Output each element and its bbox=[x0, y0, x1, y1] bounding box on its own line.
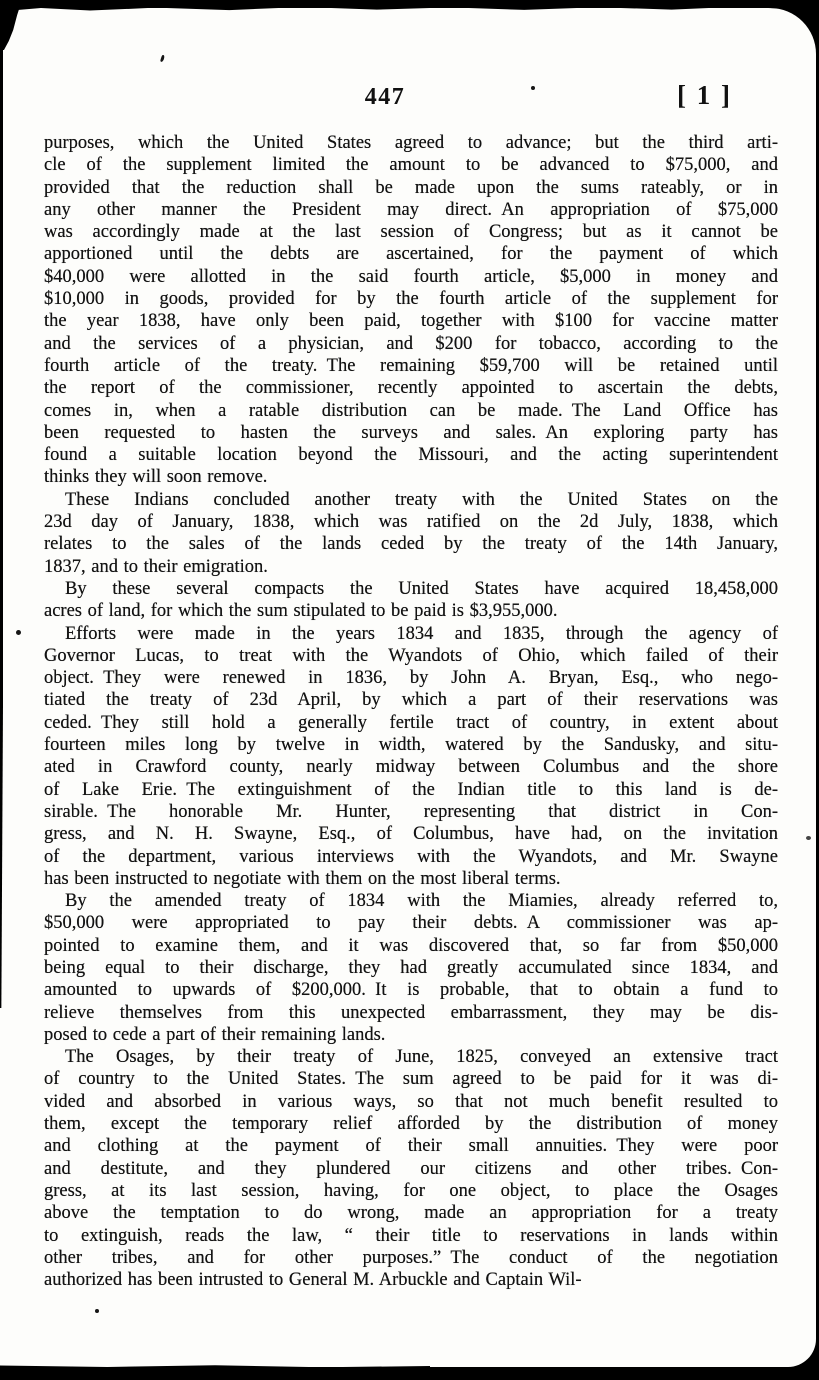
text-line: was accordingly made at the last session of Congress; but as it cannot be bbox=[44, 222, 778, 243]
text-line: and the services of a physician, and $200 for tobacco, according to the bbox=[44, 333, 778, 354]
paragraph bbox=[44, 132, 778, 489]
scan-speck bbox=[95, 1309, 99, 1313]
text-line: $50,000 were appropriated to pay their debts. A commissioner was ap- bbox=[44, 913, 778, 934]
text-line: other tribes, and for other purposes.” The conduct of the negotiation bbox=[44, 1247, 778, 1268]
text-line: found a suitable location beyond the Missouri, and the acting superintendent bbox=[44, 445, 778, 466]
text-line: the year 1838, have only been paid, together with $100 for vaccine matter bbox=[44, 311, 778, 332]
text-line: apportioned until the debts are ascertained, for the payment of which bbox=[44, 244, 778, 265]
text-line: thinks they will soon remove. bbox=[44, 467, 268, 488]
text-line: of the department, various interviews with the Wyandots, and Mr. Swayne bbox=[44, 846, 778, 867]
text-line: pointed to examine them, and it was discovered that, so far from $50,000 bbox=[44, 935, 778, 956]
text-line: sirable. The honorable Mr. Hunter, representing that district in Con- bbox=[44, 801, 778, 822]
text-line: provided that the reduction shall be made upon the sums rateably, or in bbox=[44, 177, 778, 198]
text-line: of Lake Erie. The extinguishment of the Indian title to this land is de- bbox=[44, 779, 778, 800]
text-line: authorized has been intrusted to General M. Arbuckle and Captain Wil- bbox=[44, 1270, 582, 1291]
folio-marker: [ 1 ] bbox=[677, 80, 732, 110]
paragraph bbox=[44, 1046, 778, 1291]
text-line: posed to cede a part of their remaining lands. bbox=[44, 1024, 386, 1045]
scan-speck bbox=[531, 86, 535, 90]
text-line: fourteen miles long by twelve in width, watered by the Sandusky, and situ- bbox=[44, 735, 778, 756]
text-line: comes in, when a ratable distribution can be made. The Land Office has bbox=[44, 400, 778, 421]
text-line: object. They were renewed in 1836, by John A. Bryan, Esq., who nego- bbox=[44, 668, 778, 689]
text-line: Efforts were made in the years 1834 and 1835, through the agency of bbox=[65, 623, 778, 644]
text-line: purposes, which the United States agreed to advance; but the third arti- bbox=[44, 133, 778, 153]
text-line: and destitute, and they plundered our citizens and other tribes. Con- bbox=[44, 1158, 778, 1179]
text-line: above the temptation to do wrong, made an appropriation for a treaty bbox=[44, 1203, 778, 1224]
text-line: been requested to hasten the surveys and sales. An exploring party has bbox=[44, 422, 778, 443]
text-line: ated in Crawford county, nearly midway between Columbus and the shore bbox=[44, 757, 778, 778]
text-line: fourth article of the treaty. The remaining $59,700 will be retained until bbox=[44, 355, 778, 376]
text-line: By the amended treaty of 1834 with the Miamies, already referred to, bbox=[65, 891, 778, 912]
text-line: The Osages, by their treaty of June, 1825, conveyed an extensive tract bbox=[65, 1047, 778, 1068]
text-line: By these several compacts the United States have acquired 18,458,000 bbox=[65, 578, 778, 599]
paragraph bbox=[44, 489, 778, 578]
text-line: relates to the sales of the lands ceded by the treaty of the 14th January, bbox=[44, 534, 778, 555]
text-line: and clothing at the payment of their small annuities. They were poor bbox=[44, 1136, 778, 1157]
text-line: any other manner the President may direct. An appropriation of $75,000 bbox=[44, 199, 778, 220]
text-line: gress, and N. H. Swayne, Esq., of Columbus, have had, on the invitation bbox=[44, 824, 778, 845]
text-line: being equal to their discharge, they had greatly accumulated since 1834, and bbox=[44, 957, 778, 978]
text-line: gress, at its last session, having, for one object, to place the Osages bbox=[44, 1180, 778, 1201]
text-line: $10,000 in goods, provided for by the fourth article of the supplement for bbox=[44, 289, 778, 310]
text-line: acres of land, for which the sum stipulated to be paid is $3,955,000. bbox=[44, 601, 558, 622]
text-line: of country to the United States. The sum agreed to be paid for it was di- bbox=[44, 1069, 778, 1090]
text-line: 1837, and to their emigration. bbox=[44, 556, 268, 577]
text-line: These Indians concluded another treaty with the United States on the bbox=[65, 489, 778, 510]
text-line: them, except the temporary relief afforded by the distribution of money bbox=[44, 1114, 778, 1135]
text-line: vided and absorbed in various ways, so that not much benefit resulted to bbox=[44, 1091, 778, 1112]
paragraph bbox=[44, 890, 778, 1046]
body-text bbox=[44, 132, 778, 1291]
paragraph bbox=[44, 623, 778, 891]
text-line: Governor Lucas, to treat with the Wyandots of Ohio, which failed of their bbox=[44, 645, 778, 666]
text-line: cle of the supplement limited the amount to be advanced to $75,000, and bbox=[44, 155, 778, 176]
text-line: $40,000 were allotted in the said fourth article, $5,000 in money and bbox=[44, 266, 778, 287]
scan-speck bbox=[16, 630, 21, 635]
scan-speck bbox=[806, 836, 811, 840]
text-line: relieve themselves from this unexpected embarrassment, they may be dis- bbox=[44, 1002, 778, 1023]
text-line: ceded. They still hold a generally fertile tract of country, in extent about bbox=[44, 712, 778, 733]
text-line: has been instructed to negotiate with them on the most liberal terms. bbox=[44, 868, 561, 889]
text-line: tiated the treaty of 23d April, by which a part of their reservations was bbox=[44, 690, 778, 711]
text-line: to extinguish, reads the law, “ their title to reservations in lands within bbox=[44, 1225, 778, 1246]
text-line: 23d day of January, 1838, which was ratified on the 2d July, 1838, which bbox=[44, 512, 778, 533]
page-number: 447 bbox=[364, 84, 406, 110]
text-line: the report of the commissioner, recently appointed to ascertain the debts, bbox=[44, 378, 778, 399]
paragraph bbox=[44, 578, 778, 623]
text-line: amounted to upwards of $200,000. It is probable, that to obtain a fund to bbox=[44, 980, 778, 1001]
